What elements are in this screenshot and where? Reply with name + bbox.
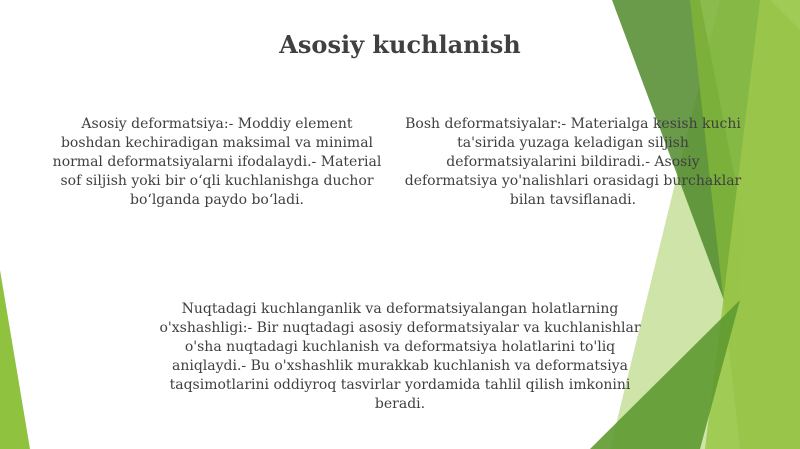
principal-deformation-text: Asosiy deformatsiya:- Moddiy element boshdan kechiradigan maksimal va minimal normal deformatsiyalarni ifodalaydi.- Material sof siljish yoki bir o‘qli kuchlanishga duchor bo‘lganda paydo bo‘ladi. (52, 116, 382, 208)
left-green-facet (0, 270, 30, 449)
slide-title: Asosiy kuchlanish (279, 30, 521, 59)
shear-deformation-text: Bosh deformatsiyalar:- Materialga kesish kuchi ta'sirida yuzaga keladigan siljish deformatsiyalarini bildiradi.- Asosiy deformatsiya yo'nalishlari orasidagi burchaklar bilan tavsiflanadi. (404, 116, 742, 208)
state-similarity-text: Nuqtadagi kuchlanganlik va deformatsiyalangan holatlarning o'xshashligi:- Bir nuqtadagi asosiy deformatsiyalar va kuchlanishlar o'sha nuqtadagi kuchlanish va deformatsiya holatlarini to'liq aniqlaydi.- Bu o'xshashlik murakkab kuchlanish va deformatsiya taqsimotlarini oddiyroq tasvirlar yordamida tahlil qilish imkonini beradi. (159, 301, 641, 412)
